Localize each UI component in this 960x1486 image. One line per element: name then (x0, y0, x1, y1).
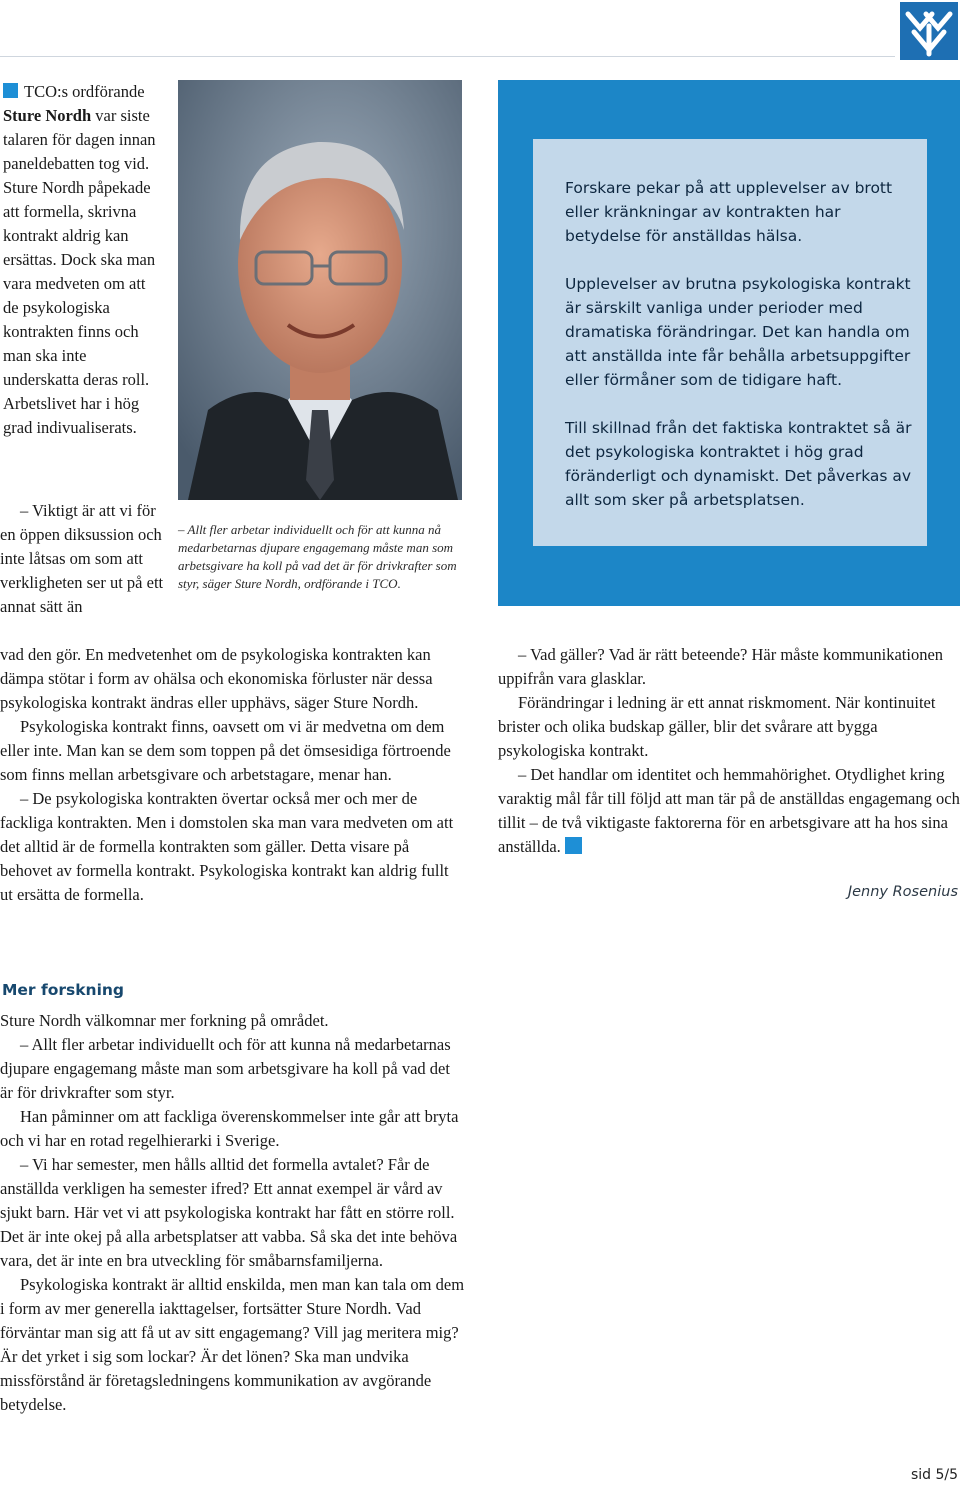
main-paragraph: vad den gör. En medvetenhet om de psykologiska kontrakten kan dämpa stötar i form av ohälsa och ekonomiska förluster när dessa psykologiska kontrakt ändras eller upphävs, säger Sture Nordh. (0, 645, 433, 712)
tco-logo-icon (900, 2, 958, 60)
more-paragraph: Han påminner om att fackliga överenskommelser inte går att bryta och vi har en rotad regelhierarki i Sverige. (0, 1107, 459, 1150)
factbox-paragraph: Till skillnad från det faktiska kontraktet så är det psykologiska kontraktet i hög grad föränderligt och dynamiskt. Det påverkas av allt som sker på arbetsplatsen. (565, 419, 912, 509)
more-paragraph: Psykologiska kontrakt är alltid enskilda, men man kan tala om dem i form av mer generella iakttagelser, fortsätter Sture Nordh. Vad förväntar man sig att få ut av sitt engagemang? Vill jag meritera mig? Är det yrket i sig som lockar? Är det lönen? Ska man undvika missförstånd är företagsledningens kommunikation av avgörande betydelse. (0, 1275, 465, 1414)
page-number: sid 5/5 (910, 1467, 958, 1483)
section-marker-icon (3, 83, 18, 98)
portrait-photo (178, 80, 462, 500)
right-paragraph (498, 763, 960, 859)
intro-name: Sture Nordh (3, 106, 92, 125)
right-paragraph-text: – Det handlar om identitet och hemmahörighet. Otydlighet kring varaktig mål får till följd att man tär på de anställdas engagemang och tillit – de två viktigaste faktorerna för en arbetsgivare att ha hos sina anställda. (498, 765, 960, 856)
factbox-text (565, 176, 920, 536)
more-paragraph: Sture Nordh välkomnar mer forkning på området. (0, 1011, 329, 1030)
right-paragraph: – Vad gäller? Vad är rätt beteende? Här måste kommunikationen uppifrån vara glasklar. (498, 645, 944, 688)
intro-text (3, 80, 163, 440)
main-paragraph: – De psykologiska kontrakten övertar också mer och mer de fackliga kontrakten. Men i domstolen ska man vara medveten om att det alltid är de formella kontrakten som gäller. Detta visare på behovet av formella kontrakt. Psykologiska kontrakt kan aldrig fullt ut ersätta de formella. (0, 789, 454, 904)
more-text (0, 1009, 465, 1417)
wrap-paragraph: – Viktigt är att vi för en öppen diksussion och inte låtsas om som att verkligheten ser ut på ett annat sätt än (0, 501, 164, 616)
header-rule (0, 56, 895, 57)
factbox-paragraph: Upplevelser av brutna psykologiska kontrakt är särskilt vanliga under perioder med dramatiska förändringar. Det kan handla om att anställda inte får behålla arbetsuppgifter eller förmåner som de tidigare haft. (565, 275, 911, 389)
intro-before: TCO:s ordförande (24, 82, 145, 101)
end-marker-icon (565, 837, 582, 854)
main-paragraph: Psykologiska kontrakt finns, oavsett om vi är medvetna om dem eller inte. Man kan se dem som toppen på det ömsesidiga förtroende som finns mellan arbetsgivare och arbetstagare, menar han. (0, 717, 451, 784)
intro-after: var siste talaren för dagen innan paneldebatten tog vid. Sture Nordh påpekade att formella, skrivna kontrakt aldrig kan ersättas. Dock ska man vara medveten om att de psykologiska kontrakten finns och man ska inte underskatta deras roll. Arbetslivet har i hög grad indivualiserats. (3, 106, 156, 437)
more-paragraph: – Allt fler arbetar individuellt och för att kunna nå medarbetarnas djupare engagemang måste man som arbetsgivare ha koll på vad det är för drivkrafter som styr. (0, 1035, 451, 1102)
factbox-paragraph: Forskare pekar på att upplevelser av brott eller kränkningar av kontrakten har betydelse för anställdas hälsa. (565, 179, 893, 245)
more-paragraph: – Vi har semester, men hålls alltid det formella avtalet? Får de anställda verkligen ha semester ifred? Ett annat exempel är vård av sjukt barn. Här vet vi att psykologiska kontrakt har fått en större roll. Det är inte okej på alla arbetsplatser att vabba. Så ska det inte behöva vara, det är inte en bra utveckling för småbarnsfamiljerna. (0, 1155, 458, 1270)
right-text (498, 643, 960, 859)
main-text (0, 643, 465, 907)
section-heading: Mer forskning (2, 981, 125, 999)
author-byline: Jenny Rosenius (847, 884, 958, 900)
portrait-illustration (178, 80, 462, 500)
photo-caption: – Allt fler arbetar individuellt och för att kunna nå medarbetarnas djupare engagemang måste man som arbetsgivare ha koll på vad det är för drivkrafter som styr, säger Sture Nordh, ordförande i TCO. (178, 522, 457, 591)
right-paragraph: Förändringar i ledning är ett annat riskmoment. När kontinuitet brister och olika budskap gäller, blir det svårare att bygga psykologiska kontrakt. (498, 693, 936, 760)
